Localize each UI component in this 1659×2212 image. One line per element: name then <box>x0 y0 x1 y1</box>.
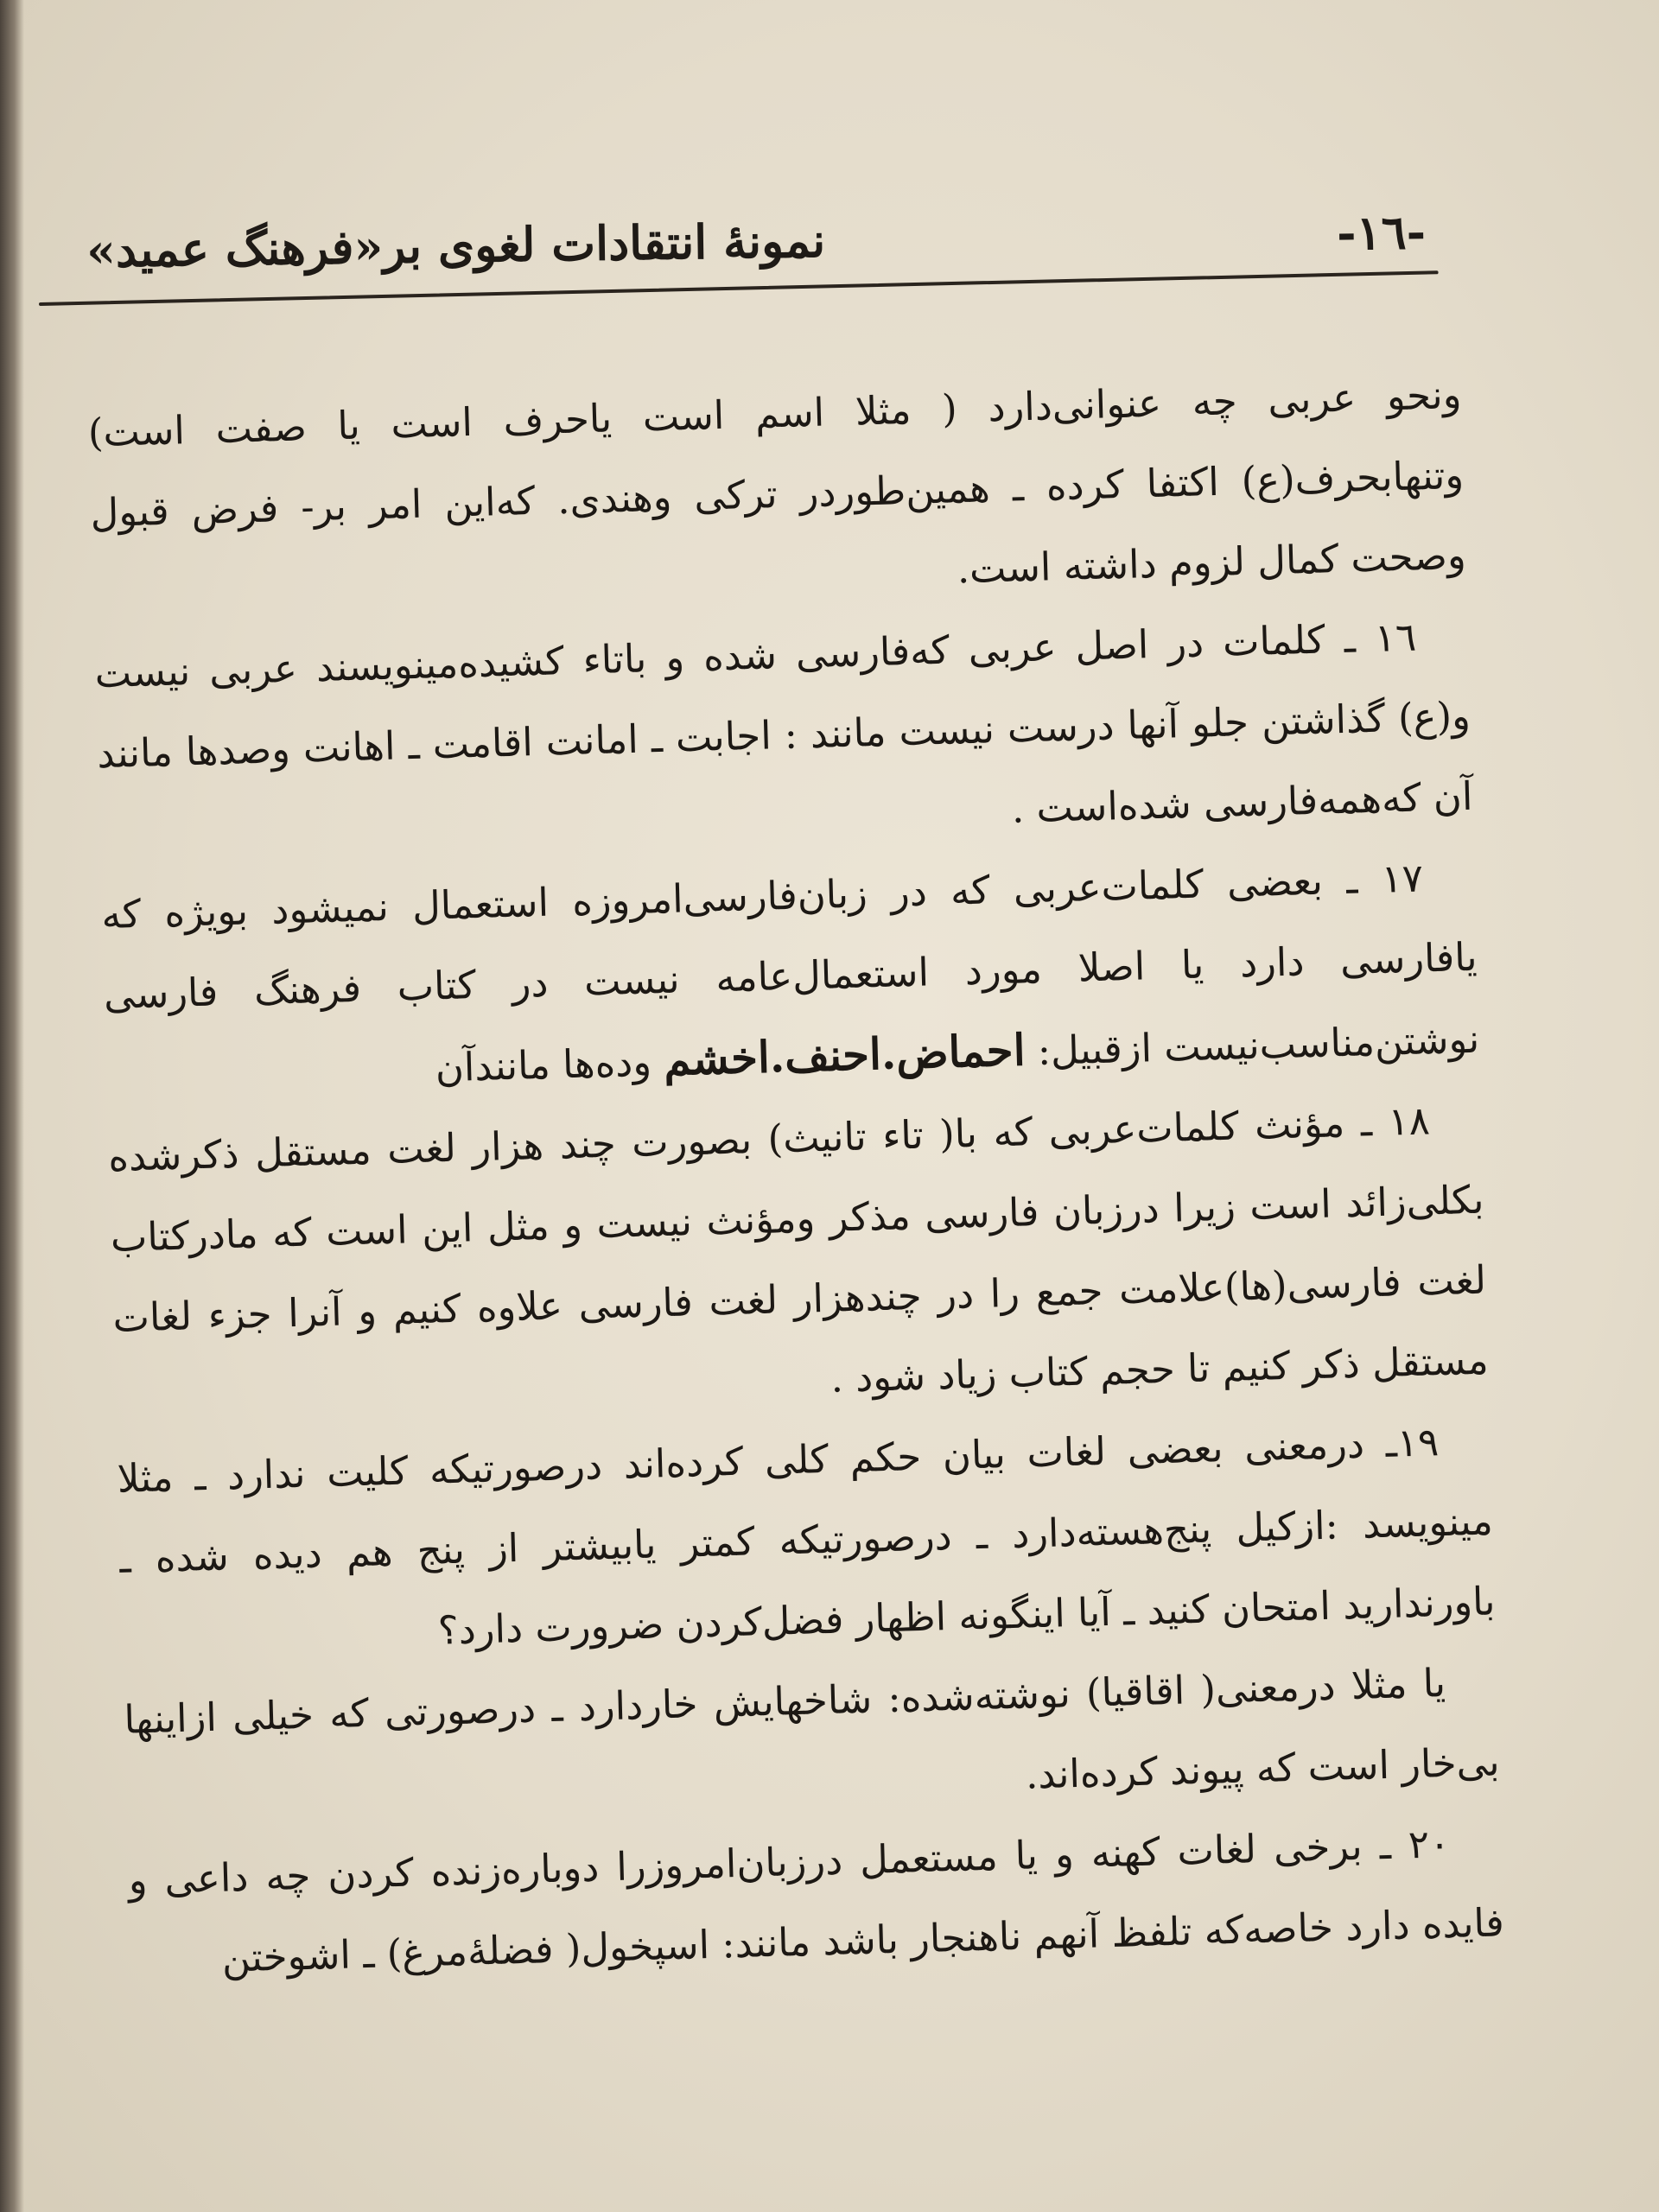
paragraph-17 <box>100 836 1480 1117</box>
running-title: نمونهٔ انتقادات لغوی بر«فرهنگ عمید» <box>86 212 826 278</box>
paragraph-text: ١٩ـ درمعنی بعضی لغات بیان حکم کلی کرده‌اند درصورتیکه کلیت ندارد ـ مثلا مینویسد :ازکیل پنج‌هسته‌دارد ـ درصورتیکه کمتر یابیشتر از پنج هم دیده شده ـ باورندارید امتحان کنید ـ آیا اینگونه اظهار فضل‌کردن ضرورت دارد؟ <box>116 1419 1497 1654</box>
paragraph-text: وده‌ها مانندآن <box>435 1039 652 1091</box>
paragraph-text: ١٨ ـ مؤنث کلمات‌عربی که با( تاء تانیث) بصورت چند هزار لغت مستقل ذکرشده بکلی‌زائد است زیرا درزبان فارسی مذکر ومؤنث نیست و مثل این است که مادرکتاب لغت فارسی(ها)علامت جمع را در چندهزار لغت فارسی علاوه کنیم و آنرا جزء لغات مستقل ذکر کنیم تا حجم کتاب زیاد شود . <box>107 1097 1490 1402</box>
paragraph-text: ١٦ ـ کلمات در اصل عربی که‌فارسی شده و باتاء کشیده‌مینویسند عربی نیست و(ع) گذاشتن جلو آنها درست نیست مانند : اجابت ـ امانت اقامت ـ اهانت وصدها مانند آن که‌همه‌فارسی شده‌است . <box>93 613 1474 832</box>
paragraph-16 <box>93 595 1473 874</box>
body-text <box>87 354 1505 2001</box>
bold-example-words: احماض.احنف.اخشم <box>663 1024 1027 1086</box>
paragraph-text: ونحو عربی چه عنوانی‌دارد ( مثلا اسم است یاحرف است یا صفت است) وتنهابحرف(ع) اکتفا کرده ـ همین‌طوردر ترکی وهندی. که‌این امر بر- فرض قبول وصحت کمال لزوم داشته است. <box>87 371 1467 593</box>
binding-shadow <box>0 0 24 2212</box>
paragraph-text: یا مثلا درمعنی( اقاقیا) نوشته‌شده: شاخهایش خاردارد ـ درصورتی که خیلی ازاینها بی‌خار است که پیوند کرده‌اند. <box>123 1660 1501 1798</box>
paragraph-19 <box>116 1401 1496 1680</box>
page-number: -١٦- <box>1336 204 1427 261</box>
paragraph-continuation <box>87 354 1467 633</box>
paragraph-text: ٢٠ ـ برخی لغات کهنه و یا مستعمل درزبان‌امروزرا دوباره‌زنده کردن چه داعی و فایده دارد خاصه‌که تلفظ آنهم ناهنجار باشد مانند: اسپخول( فضلهٔ‌مرغ) ـ اشوختن <box>127 1821 1505 1981</box>
paragraph-18 <box>107 1079 1490 1439</box>
paragraph-text: ١٧ ـ بعضی کلمات‌عربی که در زبان‌فارسی‌امروزه استعمال نمیشود بویژه که یافارسی دارد یا اصلا مورد استعمال‌عامه نیست در کتاب فرهنگ فارسی نوشتن‌مناسب‌نیست ازقبیل: <box>100 855 1480 1074</box>
